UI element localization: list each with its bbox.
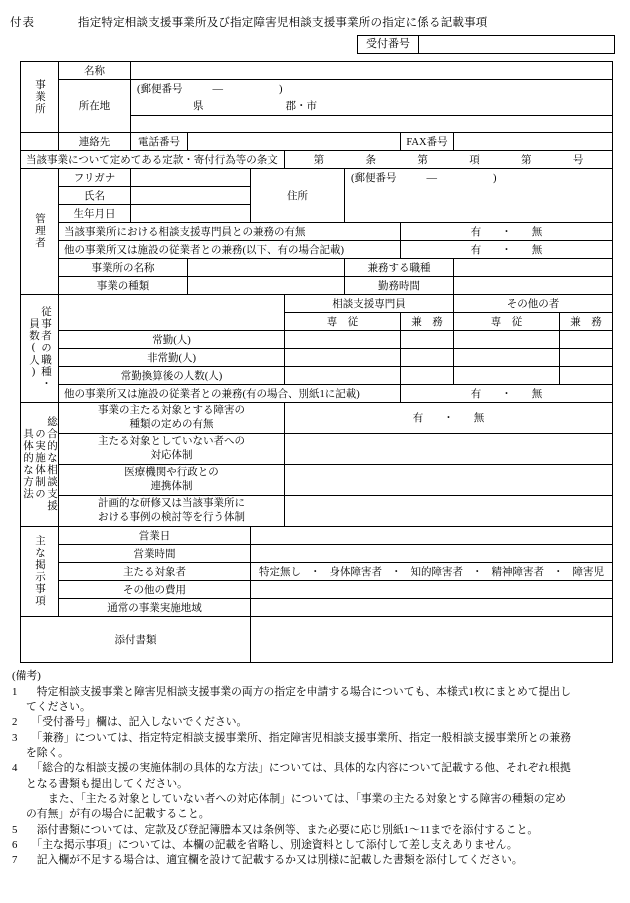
support-vlabel-col2: の実施体制の [34, 428, 45, 500]
posting-value-2[interactable] [251, 562, 613, 580]
posting-row-1 [21, 544, 613, 562]
manager-birth-label: 生年月日 [59, 204, 131, 222]
office-fax-input[interactable] [454, 132, 613, 150]
manager-address-label: 住所 [251, 168, 345, 222]
manager-section-vlabel: 管理者 [21, 168, 59, 294]
note-item-4 [12, 761, 630, 822]
office-address-line1[interactable] [131, 97, 613, 115]
posting-row-0 [21, 526, 613, 544]
office-postal-code-input[interactable] [131, 80, 613, 98]
note-body-2: 「受付番号」欄は、記入しないでください。 [26, 716, 248, 729]
manager-other-office-name-row [21, 258, 613, 276]
clause-dai-3: 第 [521, 154, 532, 166]
receipt-number-row [10, 35, 622, 54]
note-item-1 [12, 685, 630, 716]
staff-subheader-other-concurrent: 兼 務 [560, 312, 613, 330]
staff-no[interactable]: 無 [531, 388, 543, 400]
staff-concurrent-choice[interactable] [401, 384, 613, 402]
support-value-3[interactable] [285, 495, 613, 526]
manager-q2-yes[interactable]: 有 [470, 244, 482, 256]
office-postal-dash: — [212, 84, 223, 95]
staff-yes[interactable]: 有 [470, 388, 482, 400]
posting-value-1[interactable] [251, 544, 613, 562]
office-name-label: 名称 [59, 62, 131, 80]
prefecture-label: 県 [193, 101, 204, 113]
clause-inputs[interactable] [285, 150, 613, 168]
designation-form-table [20, 61, 613, 663]
staff-section-vlabel [21, 294, 59, 402]
target-option-0[interactable]: 特定無し [259, 566, 302, 578]
support-label-0: 事業の主たる対象とする障害の 種類の定めの有無 [59, 402, 285, 433]
manager-name-label: 氏名 [59, 186, 131, 204]
staff-cell-2-2[interactable] [401, 366, 454, 384]
staff-concurrent-row [21, 384, 613, 402]
clause-dai-2: 第 [417, 154, 428, 166]
clause-kou: 項 [469, 154, 480, 166]
manager-business-type-label: 事業の種類 [59, 276, 188, 294]
staff-cell-1-3[interactable] [454, 348, 560, 366]
posting-label-2: 主たる対象者 [59, 562, 251, 580]
clause-jou: 条 [365, 154, 377, 166]
manager-q2-no[interactable]: 無 [531, 244, 543, 256]
note-item-7 [12, 853, 630, 868]
target-option-1[interactable]: 身体障害者 [329, 566, 383, 578]
notes-section [12, 669, 630, 869]
office-address-label: 所在地 [59, 80, 131, 133]
support-value-0[interactable] [285, 402, 613, 433]
receipt-number-input[interactable] [419, 36, 614, 53]
staff-group-header-other: その他の者 [454, 294, 613, 312]
manager-concurrent-q2-row [21, 240, 613, 258]
note-number-4: 4 [12, 762, 18, 775]
manager-q1-sep: ・ [501, 226, 512, 238]
clause-gou: 号 [572, 154, 584, 166]
support-vlabel-col3: 具体的な方法 [21, 428, 33, 500]
manager-postal-code-input[interactable] [345, 168, 613, 186]
support-row-2 [21, 464, 613, 495]
page-title: 指定特定相談支援事業所及び指定障害児相談支援事業所の指定に係る記載事項 [78, 17, 488, 29]
manager-concurrent-q1-row [21, 222, 613, 240]
staff-cell-2-4[interactable] [560, 366, 613, 384]
staff-cell-0-3[interactable] [454, 330, 560, 348]
note-item-2 [12, 715, 630, 730]
posting-value-4[interactable] [251, 598, 613, 616]
manager-q2-sep: ・ [501, 244, 512, 256]
support-label-2: 医療機関や行政との 連携体制 [59, 464, 285, 495]
manager-concurrent-q1-choice[interactable] [401, 222, 613, 240]
manager-q1-yes[interactable]: 有 [470, 226, 482, 238]
support-value-1[interactable] [285, 433, 613, 464]
office-contact-label: 連絡先 [59, 132, 131, 150]
note-number-5: 5 [12, 823, 18, 836]
staff-subheader-consultant-concurrent: 兼 務 [401, 312, 454, 330]
posting-label-4: 通常の事業実施地域 [59, 598, 251, 616]
office-postal-prefix: (郵便番号 [137, 84, 183, 95]
table-row [21, 330, 613, 348]
office-fax-label: FAX番号 [401, 132, 454, 150]
table-row [21, 348, 613, 366]
manager-concurrent-job-label: 兼務する職種 [345, 258, 454, 276]
manager-business-type-row [21, 276, 613, 294]
posting-row-4 [21, 598, 613, 616]
note-body-5: 添付書類については、定款及び登記簿謄本又は条例等、また必要に応じ別紙1～11までを添付すること。 [26, 823, 539, 836]
staff-concurrent-label: 他の事業所又は施設の従業者との兼務(有の場合、別紙1に記載) [59, 384, 401, 402]
staff-vlabel-right: 従事者の職種・ [40, 306, 52, 390]
office-name-row [21, 62, 613, 80]
document-header [10, 14, 622, 30]
notes-heading: (備考) [12, 669, 41, 682]
form-tag: 付表 [10, 17, 35, 29]
receipt-number-box [357, 35, 615, 54]
note-item-5 [12, 823, 630, 838]
support-value-2[interactable] [285, 464, 613, 495]
support-0-yes[interactable]: 有 [412, 413, 424, 424]
manager-furigana-input[interactable] [131, 168, 251, 186]
posting-label-3: その他の費用 [59, 580, 251, 598]
posting-value-3[interactable] [251, 580, 613, 598]
note-number-1: 1 [12, 685, 18, 698]
note-item-6 [12, 838, 630, 853]
staff-subheader-consultant-fulltime: 専 従 [285, 312, 401, 330]
office-tel-label: 電話番号 [131, 132, 188, 150]
staff-row-label-2: 常勤換算後の人数(人) [59, 366, 285, 384]
support-0-sep: ・ [443, 413, 454, 424]
support-row-0 [21, 402, 613, 433]
support-section-vlabel [21, 402, 59, 526]
staff-cell-1-1[interactable] [285, 348, 401, 366]
target-sep-1: ・ [391, 566, 402, 578]
staff-cell-2-1[interactable] [285, 366, 401, 384]
target-option-4[interactable]: 障害児 [572, 566, 605, 578]
manager-furigana-row [21, 168, 613, 186]
staff-subheader-other-fulltime: 専 従 [454, 312, 560, 330]
attachments-row [21, 616, 613, 662]
manager-other-office-name-label: 事業所の名称 [59, 258, 188, 276]
note-number-7: 7 [12, 854, 18, 867]
staff-sep: ・ [501, 388, 512, 400]
office-section-vlabel-spacer [21, 132, 59, 150]
manager-work-hours-label: 勤務時間 [345, 276, 454, 294]
support-label-3: 計画的な研修又は当該事業所に おける事例の検討等を行う体制 [59, 495, 285, 526]
manager-q1-no[interactable]: 無 [531, 226, 543, 238]
posting-row-3 [21, 580, 613, 598]
attachments-label: 添付書類 [21, 616, 251, 662]
manager-postal-dash: — [426, 172, 437, 184]
staff-group-header-consultant: 相談支援専門員 [285, 294, 454, 312]
posting-value-0[interactable] [251, 526, 613, 544]
posting-row-2 [21, 562, 613, 580]
note-number-6: 6 [12, 839, 18, 852]
receipt-number-label: 受付番号 [358, 36, 419, 53]
target-options-list [253, 564, 610, 579]
clause-dai-1: 第 [313, 154, 325, 166]
staff-cell-0-1[interactable] [285, 330, 401, 348]
staff-vlabel-left: 員数(人) [28, 317, 39, 379]
target-sep-0: ・ [310, 566, 321, 578]
staff-corner-cell [59, 294, 285, 330]
office-address-line2-input[interactable] [131, 115, 613, 132]
office-section-vlabel: 事業所 [21, 62, 59, 133]
manager-concurrent-job-input[interactable] [454, 258, 613, 276]
support-row-3 [21, 495, 613, 526]
note-number-3: 3 [12, 731, 18, 744]
target-sep-3: ・ [553, 566, 564, 578]
clause-label: 当該事業について定めてある定款・寄付行為等の条文 [21, 150, 285, 168]
office-address-row [21, 80, 613, 98]
manager-postal-suffix: ) [493, 172, 497, 184]
staff-row-label-1: 非常勤(人) [59, 348, 285, 366]
note-body-4: 「総合的な相談支援の実施体制の具体的な方法」については、具体的な内容について記載する他、それぞれ根拠 となる書類も提出してください。 また、「主たる対象としていない者への対応体制」については、「事業の主たる対象とする障害の種類の定め の有無」が有の場合に記載すること。 [26, 762, 571, 821]
staff-group-header-row [21, 294, 613, 312]
manager-address-input[interactable] [345, 186, 613, 204]
target-option-3[interactable]: 精神障害者 [491, 566, 545, 578]
office-tel-input[interactable] [188, 132, 401, 150]
manager-address-input-2[interactable] [345, 204, 613, 222]
note-item-3 [12, 731, 630, 762]
office-contact-row [21, 132, 613, 150]
staff-cell-2-3[interactable] [454, 366, 560, 384]
office-name-input[interactable] [131, 62, 613, 80]
manager-furigana-label: フリガナ [59, 168, 131, 186]
city-label: 郡・市 [285, 101, 317, 113]
office-postal-suffix: ) [279, 84, 283, 95]
support-0-no[interactable]: 無 [473, 413, 485, 424]
staff-cell-1-4[interactable] [560, 348, 613, 366]
table-row [21, 366, 613, 384]
staff-cell-0-2[interactable] [401, 330, 454, 348]
staff-row-label-0: 常勤(人) [59, 330, 285, 348]
support-row-1 [21, 433, 613, 464]
attachments-input[interactable] [251, 616, 613, 662]
note-number-2: 2 [12, 716, 18, 729]
posting-label-1: 営業時間 [59, 544, 251, 562]
manager-concurrent-q1-label: 当該事業所における相談支援専門員との兼務の有無 [59, 222, 401, 240]
support-label-1: 主たる対象としていない者への 対応体制 [59, 433, 285, 464]
staff-cell-0-4[interactable] [560, 330, 613, 348]
target-option-2[interactable]: 知的障害者 [410, 566, 464, 578]
clause-row [21, 150, 613, 168]
staff-cell-1-2[interactable] [401, 348, 454, 366]
target-sep-2: ・ [472, 566, 483, 578]
manager-work-hours-input[interactable] [454, 276, 613, 294]
manager-concurrent-q2-label: 他の事業所又は施設の従業者との兼務(以下、有の場合記載) [59, 240, 401, 258]
note-body-3: 「兼務」については、指定特定相談支援事業所、指定障害児相談支援事業所、指定一般相談支援事業所との兼務 を除く。 [26, 731, 572, 760]
note-body-7: 記入欄が不足する場合は、適宜欄を設けて記載するか又は別様に記載した書類を添付してください。 [26, 854, 523, 867]
support-vlabel-col1: 総合的な相談支援 [46, 416, 58, 512]
manager-concurrent-q2-choice[interactable] [401, 240, 613, 258]
manager-business-type-input[interactable] [188, 276, 345, 294]
posting-label-0: 営業日 [59, 526, 251, 544]
note-body-6: 「主な掲示事項」については、本欄の記載を省略し、別途資料として添付して差し支えありません。 [26, 839, 518, 852]
manager-other-office-name-input[interactable] [188, 258, 345, 276]
posting-section-vlabel: 主な掲示事項 [21, 526, 59, 616]
note-body-1: 特定相談支援事業と障害児相談支援事業の両方の指定を申請する場合についても、本様式1枚にまとめて提出し てください。 [26, 685, 572, 714]
manager-postal-prefix: (郵便番号 [351, 172, 397, 184]
manager-birth-input[interactable] [131, 204, 251, 222]
manager-name-input[interactable] [131, 186, 251, 204]
